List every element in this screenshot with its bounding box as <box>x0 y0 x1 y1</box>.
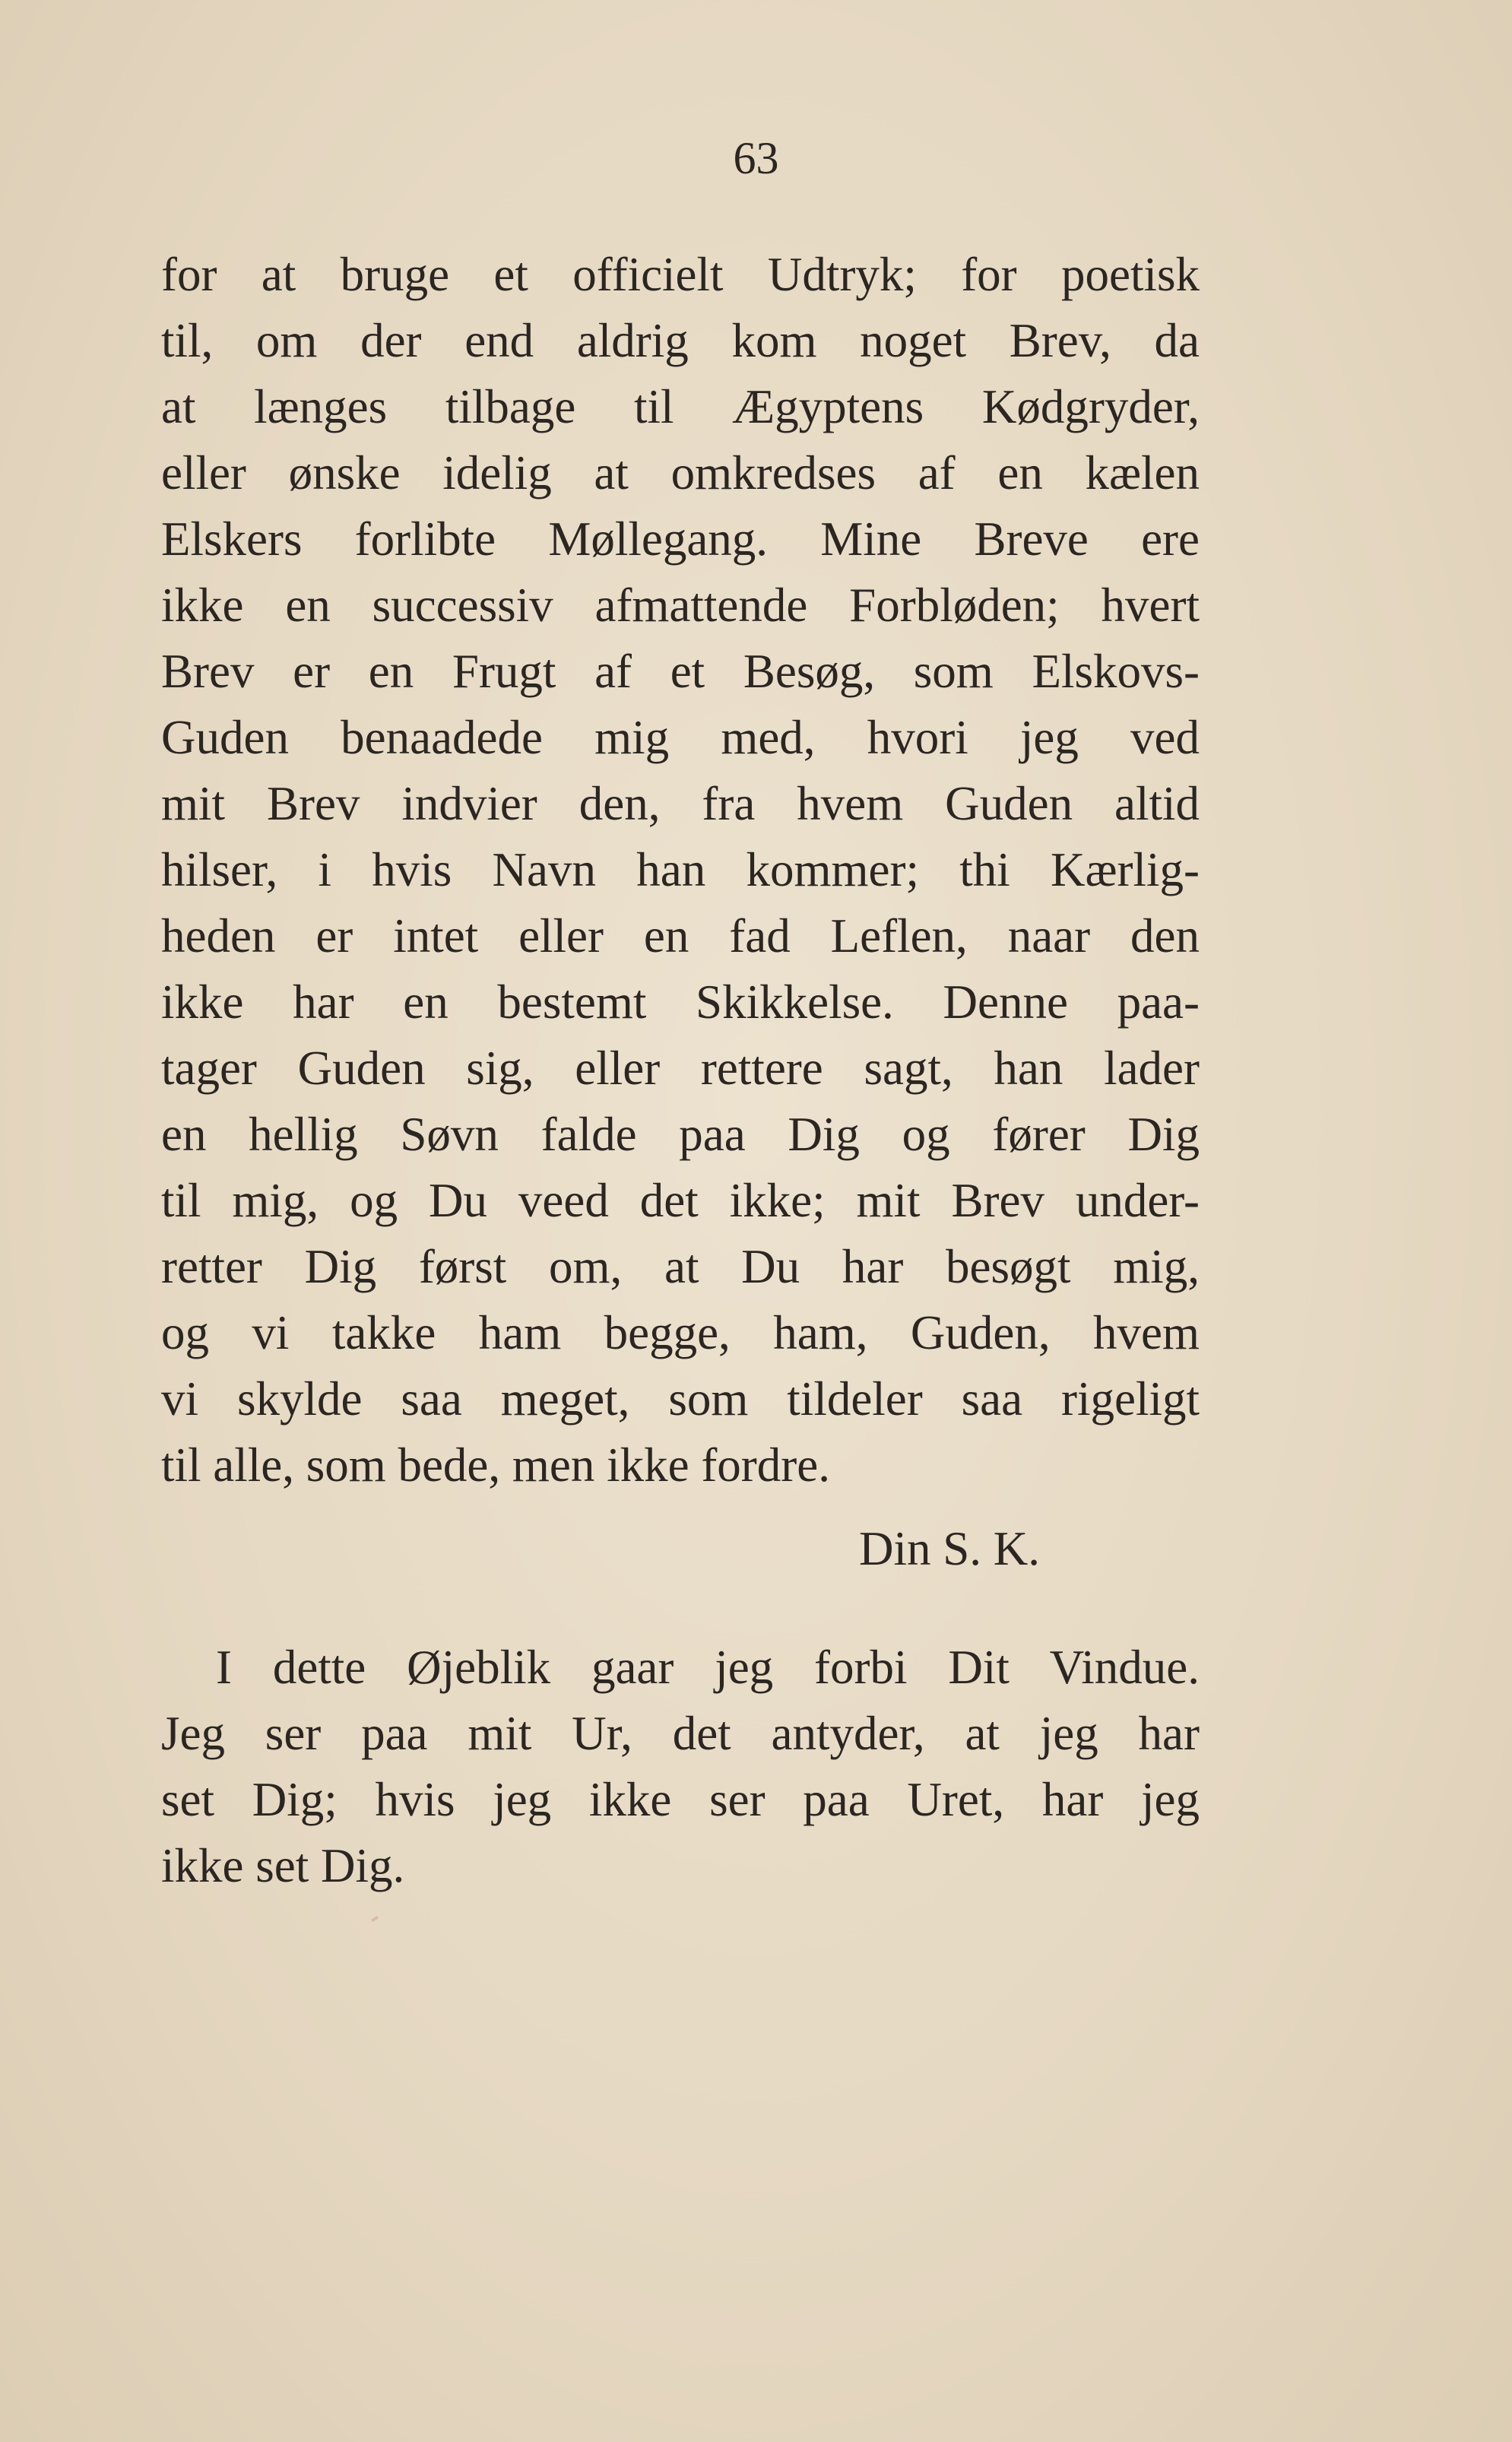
signature: Din S. K. <box>859 1522 1041 1575</box>
text-line: hilser, i hvis Navn han kommer; thi Kærlig- <box>161 843 1200 896</box>
text-line: Elskers forlibte Møllegang. Mine Breve ere <box>161 512 1200 566</box>
text-line: Guden benaadede mig med, hvori jeg ved <box>161 711 1200 764</box>
text-line: til mig, og Du veed det ikke; mit Brev under- <box>161 1174 1200 1227</box>
text-line: og vi takke ham begge, ham, Guden, hvem <box>161 1306 1200 1359</box>
text-line: retter Dig først om, at Du har besøgt mig, <box>161 1240 1200 1293</box>
text-line: for at bruge et officielt Udtryk; for poetisk <box>161 248 1200 301</box>
text-line: en hellig Søvn falde paa Dig og fører Dig <box>161 1108 1200 1161</box>
text-line: til alle, som bede, men ikke fordre. <box>161 1438 830 1492</box>
text-line: mit Brev indvier den, fra hvem Guden altid <box>161 777 1200 830</box>
text-line: eller ønske idelig at omkredses af en kælen <box>161 446 1200 500</box>
text-line: Brev er en Frugt af et Besøg, som Elskovs- <box>161 645 1200 698</box>
paragraph-second <box>161 1635 1200 1899</box>
paragraph-main <box>161 242 1200 1498</box>
page-number: 63 <box>733 133 779 183</box>
text-line: Jeg ser paa mit Ur, det antyder, at jeg har <box>161 1707 1200 1760</box>
ink-speck <box>371 1916 379 1922</box>
text-line: til, om der end aldrig kom noget Brev, da <box>161 314 1200 367</box>
text-line: I dette Øjeblik gaar jeg forbi Dit Vindue. <box>216 1641 1200 1694</box>
text-line: tager Guden sig, eller rettere sagt, han lader <box>161 1042 1200 1095</box>
text-line: ikke en successiv afmattende Forbløden; hvert <box>161 579 1200 632</box>
text-line: ikke har en bestemt Skikkelse. Denne paa- <box>161 975 1200 1029</box>
text-line: heden er intet eller en fad Leflen, naar den <box>161 909 1200 963</box>
text-line: at længes tilbage til Ægyptens Kødgryder, <box>161 380 1200 433</box>
text-line: set Dig; hvis jeg ikke ser paa Uret, har jeg <box>161 1773 1200 1826</box>
text-line: ikke set Dig. <box>161 1839 405 1892</box>
text-line: vi skylde saa meget, som tildeler saa rigeligt <box>161 1372 1200 1426</box>
